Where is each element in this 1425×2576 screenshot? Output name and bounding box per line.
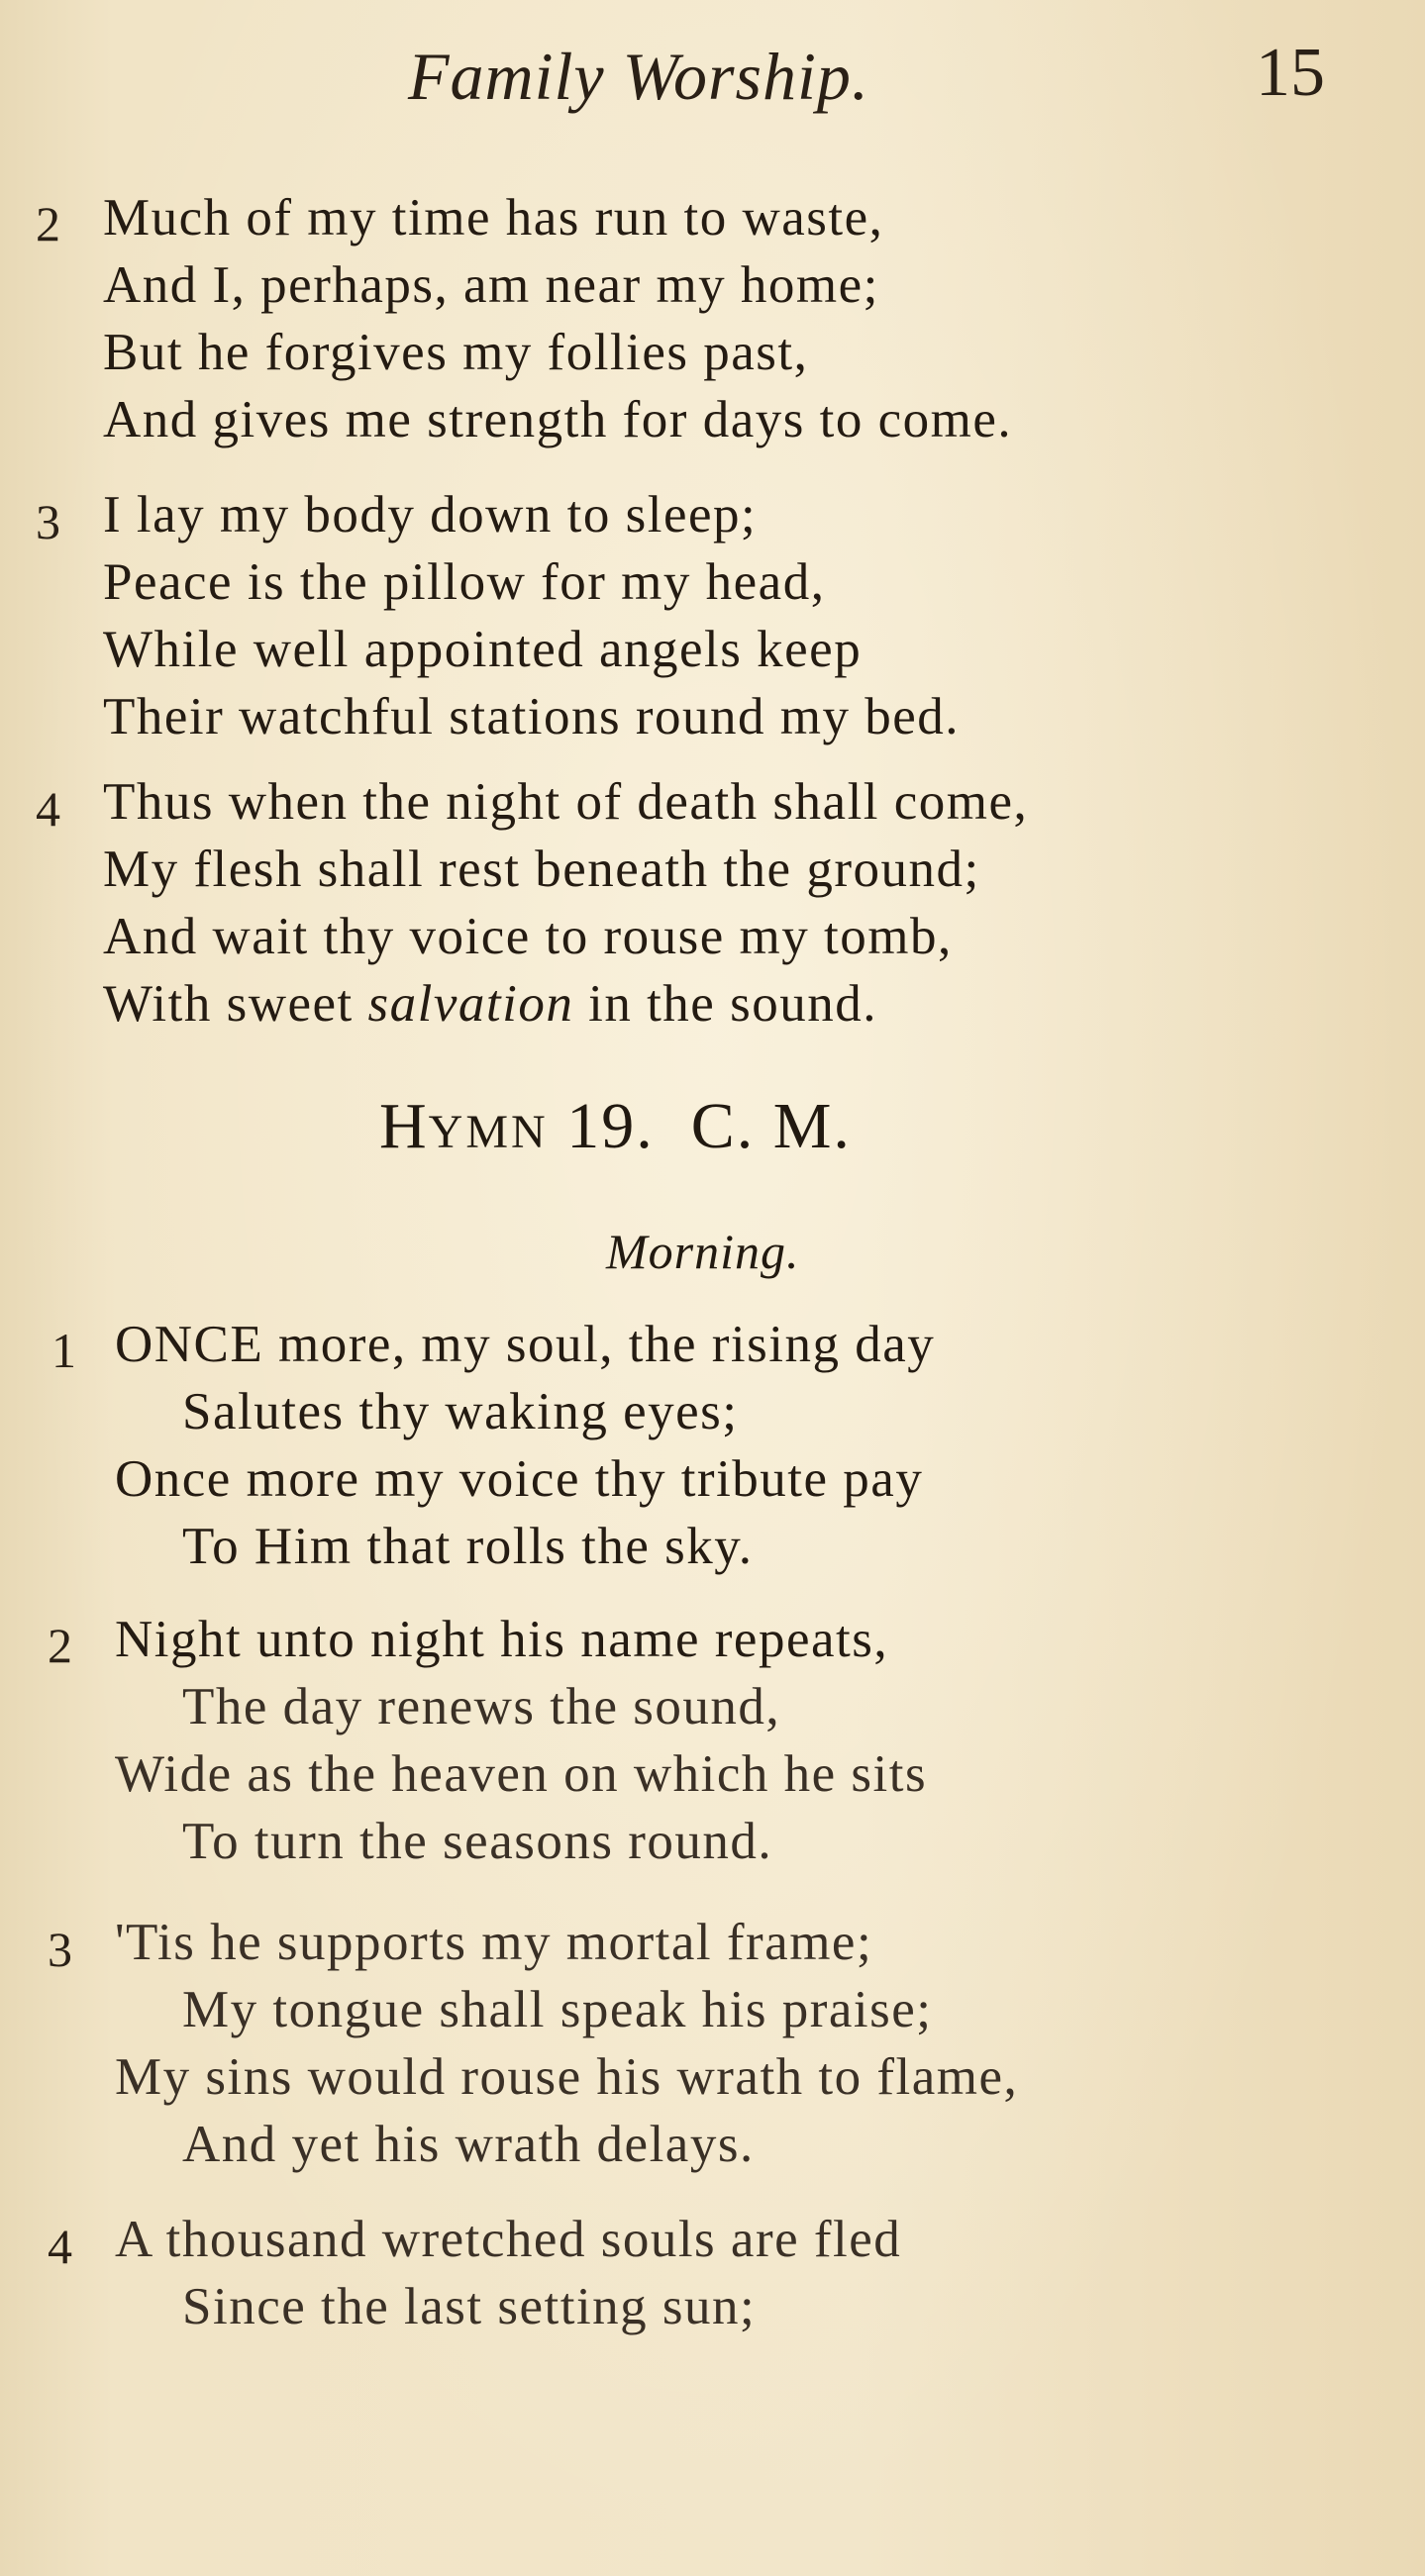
verse-line: Once more my voice thy tribute pay — [115, 1450, 924, 1508]
line-text-after: in the sound. — [573, 975, 877, 1033]
emphasized-word: salvation — [367, 975, 574, 1033]
hymn-subtitle: Morning. — [606, 1224, 800, 1279]
verse-line: Since the last setting sun; — [182, 2278, 757, 2335]
verse-line: ONCE more, my soul, the rising day — [115, 1316, 936, 1373]
verse-line: 'Tis he supports my mortal frame; — [115, 1914, 873, 1971]
verse-line: My tongue shall speak his praise; — [182, 1981, 933, 2038]
verse-line: The day renews the sound, — [182, 1678, 781, 1735]
verse-line-with-emphasis — [103, 974, 877, 1034]
page-number: 15 — [1256, 35, 1325, 111]
verse-line: While well appointed angels keep — [103, 621, 863, 678]
stanza-number: 2 — [36, 196, 60, 251]
verse-line: To turn the seasons round. — [182, 1813, 773, 1870]
stanza-number: 1 — [51, 1323, 76, 1378]
stanza-number: 2 — [48, 1618, 72, 1673]
verse-line: Their watchful stations round my bed. — [103, 688, 961, 745]
hymn-heading-initial: H — [379, 1090, 429, 1162]
stanza-number: 4 — [48, 2219, 72, 2274]
stanza-number: 4 — [36, 781, 60, 837]
verse-line: Salutes thy waking eyes; — [182, 1383, 739, 1440]
verse-line: And I, perhaps, am near my home; — [103, 256, 879, 314]
running-title: Family Worship. — [408, 39, 869, 114]
stanza-number: 3 — [36, 494, 60, 549]
verse-line: To Him that rolls the sky. — [182, 1518, 754, 1575]
hymn-heading-number-meter: 19. C. M. — [548, 1090, 852, 1162]
verse-line: Much of my time has run to waste, — [103, 189, 884, 247]
verse-line: My flesh shall rest beneath the ground; — [103, 841, 980, 898]
verse-line: Peace is the pillow for my head, — [103, 553, 826, 611]
verse-line: Wide as the heaven on which he sits — [115, 1745, 928, 1803]
hymn-heading — [379, 1089, 852, 1164]
running-head — [0, 28, 1425, 137]
stanza-number: 3 — [48, 1922, 72, 1977]
verse-line: Thus when the night of death shall come, — [103, 773, 1029, 831]
verse-line: And wait thy voice to rouse my tomb, — [103, 908, 953, 965]
verse-line: My sins would rouse his wrath to flame, — [115, 2048, 1019, 2106]
verse-line: And gives me strength for days to come. — [103, 391, 1013, 448]
verse-line: Night unto night his name repeats, — [115, 1611, 889, 1668]
verse-line: But he forgives my follies past, — [103, 324, 809, 381]
hymn-heading-smallcaps: YMN — [428, 1106, 549, 1158]
verse-line: I lay my body down to sleep; — [103, 486, 758, 544]
line-text-before: With sweet — [103, 975, 368, 1033]
verse-line: And yet his wrath delays. — [182, 2116, 755, 2173]
verse-line: A thousand wretched souls are fled — [115, 2211, 902, 2268]
